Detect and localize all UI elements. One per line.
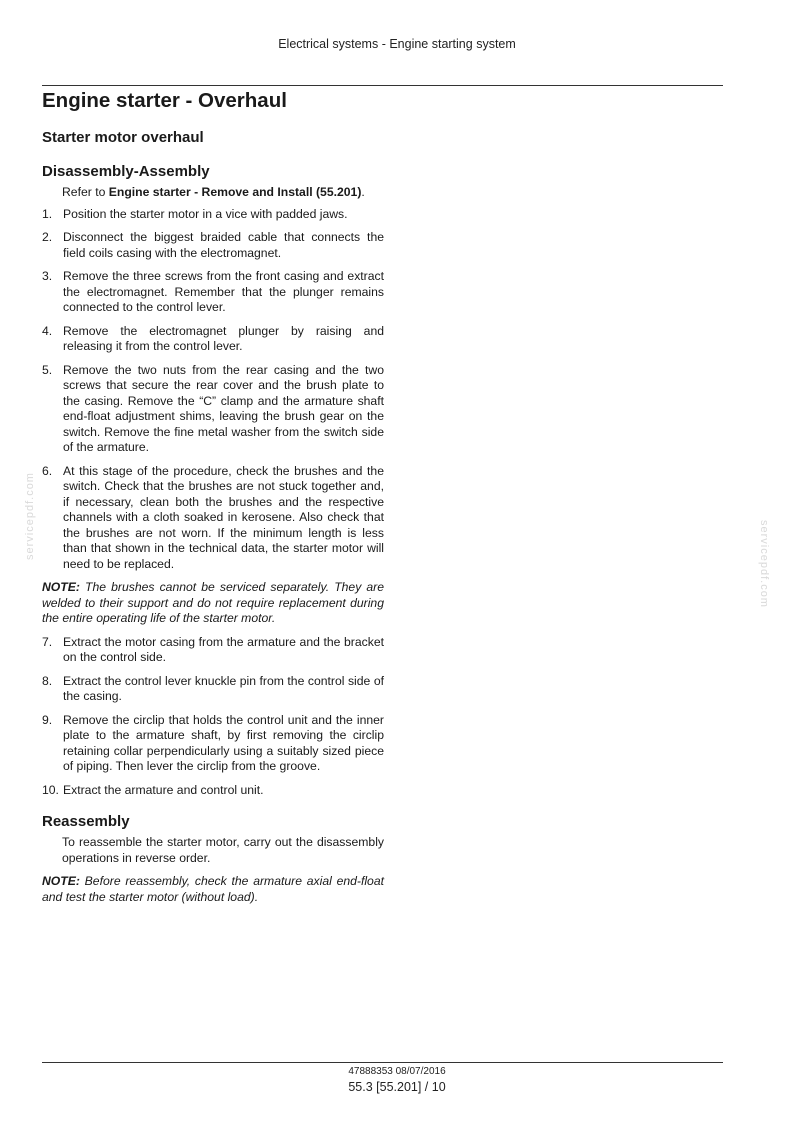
running-header: Electrical systems - Engine starting system (278, 37, 516, 51)
list-item (42, 464, 384, 573)
step-text: Remove the electromagnet plunger by raising and releasing it from the control lever. (63, 323, 384, 353)
list-item (42, 635, 384, 666)
header-rule (42, 85, 723, 86)
step-text: Disconnect the biggest braided cable that connects the field coils casing with the electromagnet. (63, 230, 384, 260)
list-item (42, 324, 384, 355)
note-label: NOTE: (42, 580, 80, 594)
note-reassembly (42, 874, 384, 905)
disassembly-steps-continued (42, 635, 384, 799)
footer-doc-code: 47888353 08/07/2016 (348, 1066, 446, 1077)
footer-rule (42, 1062, 723, 1063)
step-number: 4. (42, 323, 53, 338)
step-text: Remove the two nuts from the rear casing and the two screws that secure the rear cover and the brush plate to the casing. Remove the “C” clamp and the armature shaft end-float adjustment shims, leaving the brush gear on the switch. Remove the fine metal washer from the switch side of the armature. (63, 362, 384, 454)
page-title: Engine starter - Overhaul (42, 89, 287, 112)
step-number: 6. (42, 463, 53, 478)
list-item (42, 713, 384, 775)
list-item (42, 269, 384, 316)
step-number: 8. (42, 673, 53, 688)
step-number: 10. (42, 782, 59, 797)
step-text: Extract the armature and control unit. (63, 782, 264, 797)
list-item (42, 674, 384, 705)
step-text: At this stage of the procedure, check the brushes and the switch. Check that the brushes are not stuck together and, if necessary, clean both the brushes and the respective channels with a cloth soaked in kerosene. Also check that the brushes are not worn. If the minimum length is less than that shown in the technical data, the starter motor will need to be replaced. (63, 463, 384, 571)
step-number: 3. (42, 269, 53, 283)
reference-suffix: . (361, 185, 365, 199)
step-text: Remove the circlip that holds the control unit and the inner plate to the armature shaft, by first removing the circlip retaining collar perpendicularly using a suitably sized piece of piping. Then lever the circlip from the groove. (63, 712, 384, 773)
step-text: Position the starter motor in a vice with padded jaws. (63, 206, 348, 221)
note-label: NOTE: (42, 874, 80, 888)
step-number: 2. (42, 230, 53, 244)
step-number: 9. (42, 712, 53, 727)
watermark-right: servicepdf.com (758, 520, 770, 608)
step-number: 5. (42, 362, 53, 377)
disassembly-heading: Disassembly-Assembly (42, 163, 210, 180)
reference-prefix: Refer to (62, 185, 109, 199)
list-item (42, 207, 384, 223)
step-text: Extract the control lever knuckle pin from the control side of the casing. (63, 673, 384, 703)
step-text: Extract the motor casing from the armature and the bracket on the control side. (63, 634, 384, 664)
disassembly-steps (42, 207, 384, 573)
watermark-left: servicepdf.com (24, 472, 36, 560)
note-brushes (42, 580, 384, 627)
note-text: The brushes cannot be serviced separately. They are welded to their support and do not require replacement during the entire operating life of the starter motor. (42, 580, 384, 625)
list-item (42, 363, 384, 456)
section-title: Starter motor overhaul (42, 129, 204, 146)
reference-line (42, 185, 384, 201)
step-number: 7. (42, 634, 53, 649)
list-item (42, 230, 384, 261)
list-item (42, 783, 384, 799)
reassembly-heading: Reassembly (42, 813, 130, 830)
note-text: Before reassembly, check the armature axial end-float and test the starter motor (without load). (42, 874, 384, 904)
reference-link[interactable]: Engine starter - Remove and Install (55.201) (108, 185, 362, 199)
reassembly-text: To reassemble the starter motor, carry out the disassembly operations in reverse order. (62, 835, 384, 865)
footer-page-ref: 55.3 [55.201] / 10 (348, 1080, 446, 1094)
step-number: 1. (42, 206, 53, 221)
step-text: Remove the three screws from the front casing and extract the electromagnet. Remember that the plunger remains connected to the control lever. (63, 269, 384, 314)
page-content (42, 88, 384, 913)
